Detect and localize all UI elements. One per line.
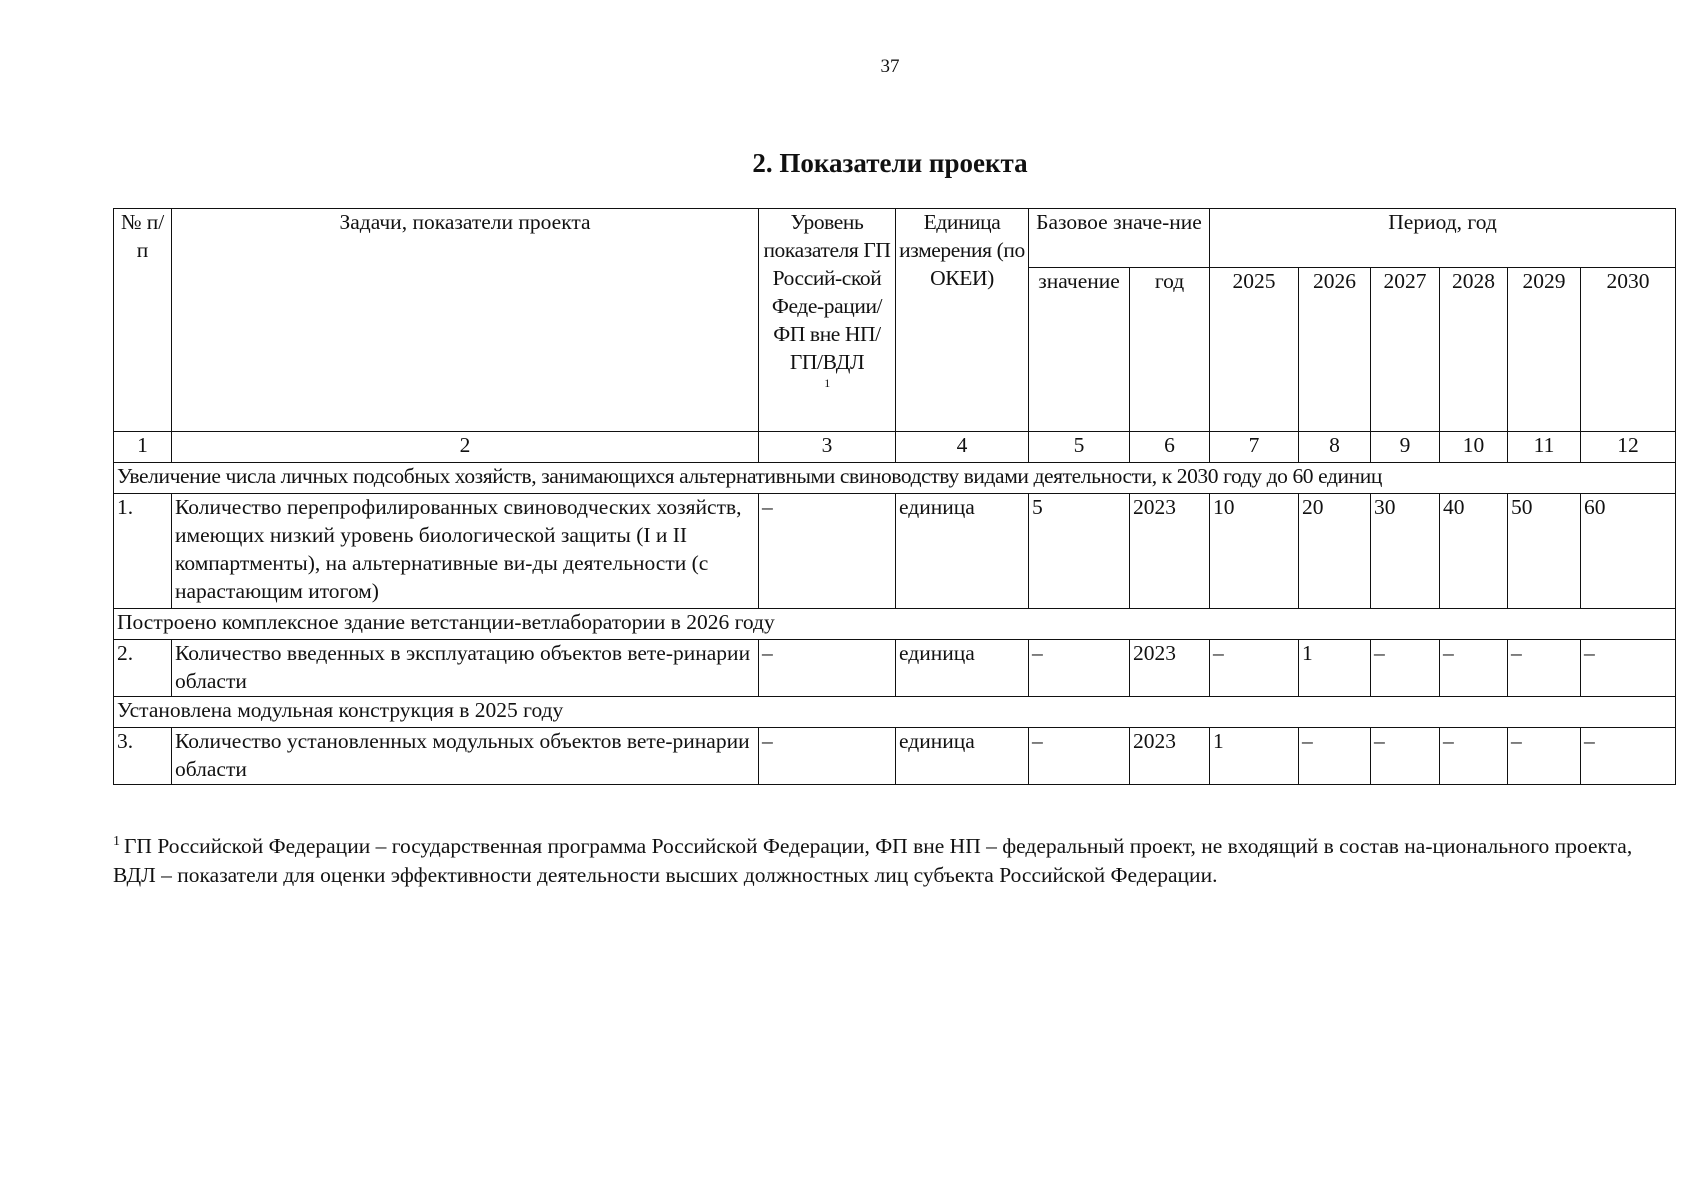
column-number: 12 [1581,432,1676,463]
column-numbers-row [114,432,1676,463]
section-title: Построено комплексное здание ветстанции-ветлаборатории в 2026 году [114,609,1676,640]
row-name: Количество перепрофилированных свиноводческих хозяйств, имеющих низкий уровень биологической защиты (I и II компартменты), на альтернативные ви-ды деятельности (с нарастающим итогом) [172,494,759,609]
column-number: 3 [759,432,896,463]
section-row [114,463,1676,494]
row-level: – [759,728,896,785]
row-unit: единица [896,494,1029,609]
indicators-table [113,208,1676,785]
row-value: – [1508,640,1581,697]
row-value: – [1440,640,1508,697]
table-row [114,728,1676,785]
row-value: 1 [1299,640,1371,697]
header-level-footnote-mark: 1 [824,375,830,390]
row-num: 3. [114,728,172,785]
column-number: 4 [896,432,1029,463]
section-row [114,609,1676,640]
header-level-text: Уровень показателя ГП Россий-ской Феде-рации/ФП вне НП/ГП/ВДЛ [763,210,891,374]
column-number: 9 [1371,432,1440,463]
header-year: 2025 [1210,268,1299,432]
column-number: 10 [1440,432,1508,463]
row-base-value: – [1029,728,1130,785]
row-value: – [1371,640,1440,697]
row-value: – [1581,728,1676,785]
header-year: 2026 [1299,268,1371,432]
column-number: 7 [1210,432,1299,463]
row-value: 20 [1299,494,1371,609]
header-base: Базовое значе-ние [1029,209,1210,268]
row-value: 50 [1508,494,1581,609]
row-value: 1 [1210,728,1299,785]
row-unit: единица [896,728,1029,785]
row-name: Количество введенных в эксплуатацию объектов вете-ринарии области [172,640,759,697]
row-base-year: 2023 [1130,494,1210,609]
row-level: – [759,494,896,609]
header-num: № п/п [114,209,172,432]
row-value: 30 [1371,494,1440,609]
page-title: 2. Показатели проекта [752,148,1028,178]
footnote-mark: 1 [113,834,120,849]
footnote [113,832,1675,890]
row-value: – [1508,728,1581,785]
row-value: – [1581,640,1676,697]
header-year: 2029 [1508,268,1581,432]
row-base-value: 5 [1029,494,1130,609]
row-value: – [1440,728,1508,785]
page-number: 37 [880,56,900,77]
section-title: Увеличение числа личных подсобных хозяйств, занимающихся альтернативными свиноводству видами деятельности, к 2030 году до 60 единиц [114,463,1676,494]
column-number: 11 [1508,432,1581,463]
row-value: 40 [1440,494,1508,609]
row-level: – [759,640,896,697]
section-title: Установлена модульная конструкция в 2025 году [114,697,1676,728]
header-year: 2030 [1581,268,1676,432]
row-value: – [1299,728,1371,785]
row-value: 10 [1210,494,1299,609]
column-number: 5 [1029,432,1130,463]
footnote-text: ГП Российской Федерации – государственная программа Российской Федерации, ФП вне НП – федеральный проект, не входящий в состав на-ционального проекта, ВДЛ – показатели для оценки эффективности деятельности высших должностных лиц субъекта Российской Федерации. [113,834,1633,888]
row-unit: единица [896,640,1029,697]
column-number: 8 [1299,432,1371,463]
header-tasks: Задачи, показатели проекта [172,209,759,432]
row-num: 2. [114,640,172,697]
table-row [114,494,1676,609]
row-value: – [1210,640,1299,697]
header-year: 2028 [1440,268,1508,432]
column-number: 2 [172,432,759,463]
column-number: 1 [114,432,172,463]
header-unit: Единица измерения (по ОКЕИ) [896,209,1029,432]
row-base-value: – [1029,640,1130,697]
row-value: 60 [1581,494,1676,609]
column-number: 6 [1130,432,1210,463]
row-name: Количество установленных модульных объектов вете-ринарии области [172,728,759,785]
header-row [114,209,1676,268]
header-period: Период, год [1210,209,1676,268]
header-base-year: год [1130,268,1210,432]
row-base-year: 2023 [1130,640,1210,697]
row-value: – [1371,728,1440,785]
row-num: 1. [114,494,172,609]
header-year: 2027 [1371,268,1440,432]
section-row [114,697,1676,728]
header-level [759,209,896,432]
header-base-value: значение [1029,268,1130,432]
table-row [114,640,1676,697]
row-base-year: 2023 [1130,728,1210,785]
